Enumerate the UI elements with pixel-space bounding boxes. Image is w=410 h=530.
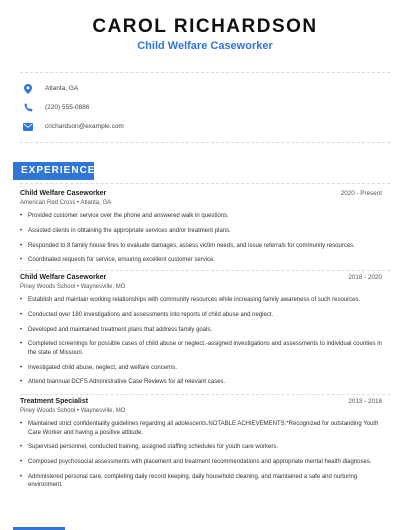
job-organization: American Red Cross • Atlanta, GA	[20, 200, 112, 206]
job-bullet: • Conducted over 180 investigations and assessments into reports of child abuse and neglect.	[20, 311, 382, 320]
job-bullet: • Completed screenings for possible cases of child abuse or neglect.-assigned investigations and assessments to individual counties in the state of Missouri.	[20, 340, 382, 357]
job-bullet: • Developed and maintained treatment plans that address family goals.	[20, 326, 382, 335]
location-pin-icon	[23, 84, 33, 94]
job-bullet: • Responded to 8 family house fires to evaluate damages, assess victim needs, and issue referrals for community resources.	[20, 242, 382, 251]
job-entry	[20, 398, 382, 496]
job-organization: Piney Woods School • Waynesville, MO	[20, 408, 126, 414]
section-heading-label: EXPERIENCE	[21, 165, 96, 176]
job-bullet: • Attend biannual DCFS Administrative Case Reviews for all relevant cases.	[20, 378, 382, 387]
job-bullet: • Establish and maintain working relationships with community resources while increasing family awareness of such resources.	[20, 296, 382, 305]
job-bullet: • Assisted clients in obtaining the appropriate services and/or treatment plans.	[20, 227, 382, 236]
job-bullets	[20, 420, 382, 490]
job-title: Child Welfare Caseworker	[20, 274, 107, 281]
job-bullet: • Maintained strict confidentiality guidelines regarding all adolescents.NOTABLE ACHIEVEMENTS:*Recognized for outstanding Youth Care Worker and having a positive attitude.	[20, 420, 382, 437]
job-bullet: • Composed psychosocial assessments with placement and treatment recommendations and appropriate mental health diagnoses.	[20, 458, 382, 467]
job-entry	[20, 190, 382, 271]
job-bullets	[20, 296, 382, 387]
email-icon	[23, 122, 33, 132]
contact-location	[20, 79, 390, 98]
divider	[20, 394, 390, 395]
job-dates: 2013 - 2018	[348, 398, 382, 405]
contact-phone	[20, 98, 390, 117]
job-bullet: • Coordinated requests for service, ensuring excellent customer service.	[20, 256, 382, 265]
resume-title: Child Welfare Caseworker	[137, 40, 273, 52]
divider	[20, 183, 390, 184]
job-organization: Piney Woods School • Waynesville, MO	[20, 284, 126, 290]
job-bullet: • Investigated child abuse, neglect, and welfare concerns.	[20, 364, 382, 373]
job-bullet: • Supervised personnel, conducted training, assigned staffing schedules for youth care workers.	[20, 443, 382, 452]
job-entry	[20, 274, 382, 393]
phone-icon	[23, 103, 33, 113]
job-title: Child Welfare Caseworker	[20, 190, 107, 197]
contact-email-text[interactable]: crichardson@example.com	[45, 123, 124, 130]
job-bullet: • Provided customer service over the phone and answered walk in questions.	[20, 212, 382, 221]
job-dates: 2018 - 2020	[348, 274, 382, 281]
section-heading-experience	[13, 162, 94, 180]
resume-name: CAROL RICHARDSON	[92, 16, 318, 37]
job-dates: 2020 - Present	[340, 190, 382, 197]
job-bullets	[20, 212, 382, 265]
contact-block	[20, 72, 390, 143]
divider	[20, 270, 390, 271]
job-bullet: • Administered personal care, completing daily record keeping, daily household cleaning, and maintained a safe and nurturing environment.	[20, 473, 382, 490]
contact-email[interactable]	[20, 117, 390, 136]
contact-phone-text: (220) 555-0886	[45, 104, 90, 111]
job-title: Treatment Specialist	[20, 398, 89, 405]
contact-location-text: Atlanta, GA	[45, 85, 79, 92]
